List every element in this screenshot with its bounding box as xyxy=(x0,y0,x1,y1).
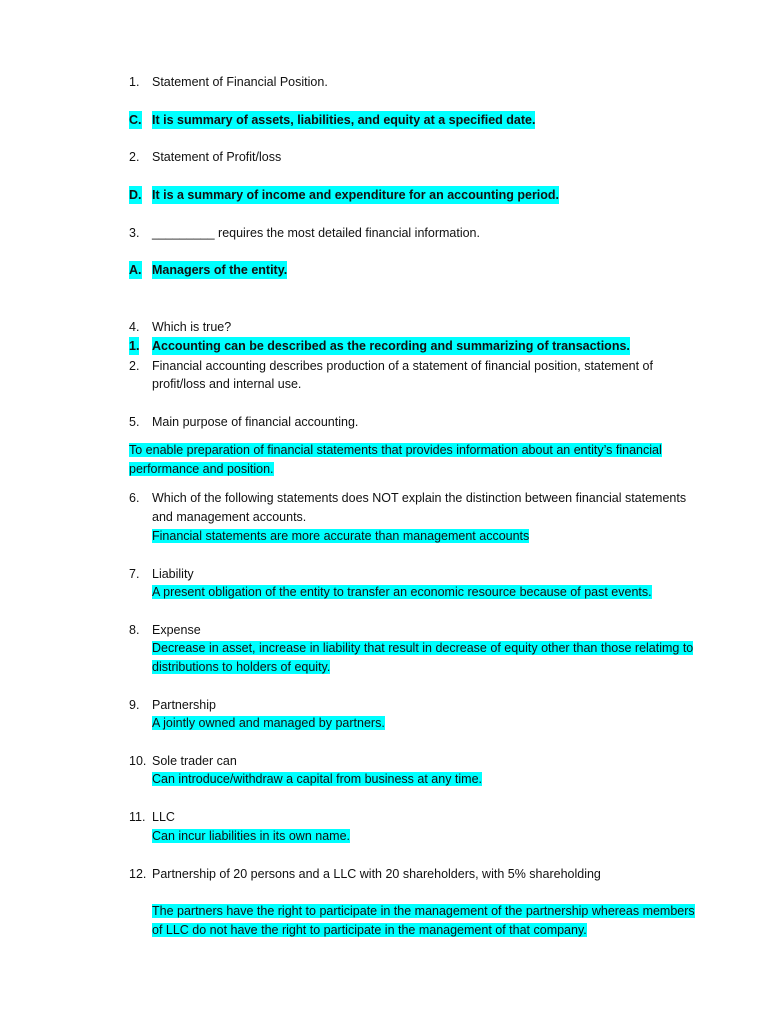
item-number: 1. xyxy=(129,75,140,89)
answer-text: Financial statements are more accurate than management accounts xyxy=(152,529,530,543)
question-text: Which is true? xyxy=(152,320,232,334)
answer-7 xyxy=(152,583,652,601)
answer-text: Can introduce/withdraw a capital from business at any time. xyxy=(152,772,483,786)
item-number: 2. xyxy=(129,150,140,164)
answer-text: performance and position. xyxy=(129,462,274,476)
question-text: Statement of Profit/loss xyxy=(152,150,282,164)
answer-text: The partners have the right to participate in the management of the partnership whereas members xyxy=(152,904,695,918)
answer-text: It is a summary of income and expenditure for an accounting period. xyxy=(152,188,560,202)
question-text-line-2: and management accounts. xyxy=(152,510,307,524)
answer-10 xyxy=(152,770,482,788)
item-number: 3. xyxy=(129,226,140,240)
answer-letter: A. xyxy=(129,263,142,277)
answer-text: A present obligation of the entity to transfer an economic resource because of past events. xyxy=(152,585,652,599)
question-text: Expense xyxy=(152,623,201,637)
question-text: Partnership of 20 persons and a LLC with 20 shareholders, with 5% shareholding xyxy=(152,867,601,881)
option-text-line-1: Financial accounting describes production of a statement of financial position, statement of xyxy=(152,359,653,373)
item-number: 4. xyxy=(129,320,140,334)
answer-text: distributions to holders of equity. xyxy=(152,660,331,674)
answer-12-line-2 xyxy=(152,921,587,939)
item-number: 11. xyxy=(129,810,146,824)
answer-8-line-1 xyxy=(152,639,693,657)
answer-letter: C. xyxy=(129,113,142,127)
option-number: 1. xyxy=(129,339,140,353)
answer-text: To enable preparation of financial statements that provides information about an entity’s financial xyxy=(129,443,662,457)
answer-6 xyxy=(152,527,529,545)
item-number: 8. xyxy=(129,623,140,637)
answer-text: Decrease in asset, increase in liability that result in decrease of equity other than those relatimg to xyxy=(152,641,694,655)
item-number: 6. xyxy=(129,491,140,505)
question-text: LLC xyxy=(152,810,175,824)
answer-text: A jointly owned and managed by partners. xyxy=(152,716,385,730)
answer-text: It is summary of assets, liabilities, and equity at a specified date. xyxy=(152,113,536,127)
item-number: 10. xyxy=(129,754,147,768)
answer-text: Can incur liabilities in its own name. xyxy=(152,829,351,843)
question-text: Partnership xyxy=(152,698,216,712)
item-number: 5. xyxy=(129,415,140,429)
item-number: 7. xyxy=(129,567,140,581)
item-number: 9. xyxy=(129,698,140,712)
question-text-line-1: Which of the following statements does NOT explain the distinction between financial statements xyxy=(152,491,687,505)
question-text: Main purpose of financial accounting. xyxy=(152,415,359,429)
answer-11 xyxy=(152,827,350,845)
option-number: 2. xyxy=(129,359,140,373)
answer-12-line-1 xyxy=(152,902,695,920)
item-number: 12. xyxy=(129,867,147,881)
answer-8-line-2 xyxy=(152,658,330,676)
answer-text: Managers of the entity. xyxy=(152,263,288,277)
question-text: _________ requires the most detailed financial information. xyxy=(152,226,480,240)
question-text: Liability xyxy=(152,567,194,581)
answer-5-line-1 xyxy=(129,441,662,459)
question-text: Sole trader can xyxy=(152,754,237,768)
answer-text: of LLC do not have the right to participate in the management of that company. xyxy=(152,923,587,937)
option-text-line-2: profit/loss and internal use. xyxy=(152,377,302,391)
answer-5-line-2 xyxy=(129,460,274,478)
answer-9 xyxy=(152,714,385,732)
option-text: Accounting can be described as the recording and summarizing of transactions. xyxy=(152,339,630,353)
answer-letter: D. xyxy=(129,188,142,202)
question-text: Statement of Financial Position. xyxy=(152,75,328,89)
